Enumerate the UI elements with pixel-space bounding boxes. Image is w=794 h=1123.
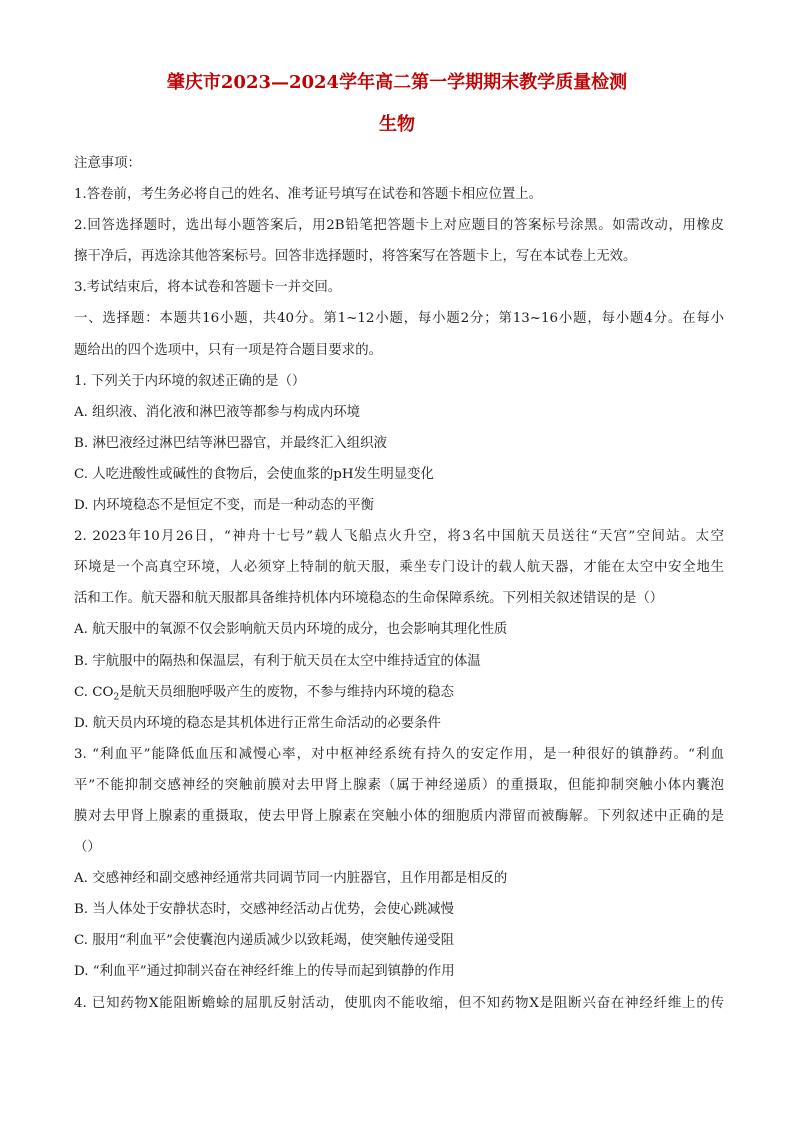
question-3-option-b: B. 当人体处于安静状态时，交感神经活动占优势，会使心跳减慢 — [74, 902, 454, 918]
question-1-option-d: D. 内环境稳态不是恒定不变，而是一种动态的平衡 — [74, 498, 374, 514]
question-3-stem-3: 膜对去甲肾上腺素的重摄取，使去甲肾上腺素在突触小体的细胞质内滞留而被酶解。下列叙述中正确的是 — [74, 808, 724, 824]
question-2-stem-3: 活和工作。航天器和航天服都具备维持机体内环境稳态的生命保障系统。下列相关叙述错误的是（） — [74, 591, 664, 607]
question-3-stem-2: 平”不能抑制交感神经的突触前膜对去甲肾上腺素（属于神经递质）的重摄取，但能抑制突触小体内囊泡 — [74, 777, 724, 793]
question-2-stem-1: 2. 2023年10月26日，“神舟十七号”载人飞船点火升空，将3名中国航天员送往“天宫”空间站。太空 — [74, 529, 724, 545]
question-1-option-b: B. 淋巴液经过淋巴结等淋巴器官，并最终汇入组织液 — [74, 435, 387, 451]
exam-body — [74, 148, 724, 1019]
notice-item-1: 1.答卷前，考生务必将自己的姓名、准考证号填写在试卷和答题卡相应位置上。 — [74, 187, 543, 203]
question-2-option-d: D. 航天员内环境的稳态是其机体进行正常生命活动的必要条件 — [74, 715, 441, 731]
question-1-stem: 1. 下列关于内环境的叙述正确的是（） — [74, 373, 306, 389]
question-3-stem-1: 3. “利血平”能降低血压和减慢心率，对中枢神经系统有持久的安定作用，是一种很好的镇静药。“利血 — [74, 746, 724, 762]
question-3-option-d: D. “利血平”通过抑制兴奋在神经纤维上的传导而起到镇静的作用 — [74, 964, 455, 980]
notice-heading: 注意事项： — [74, 156, 141, 171]
question-2-option-c-text: 是航天员细胞呼吸产生的废物，不参与维持内环境的稳态 — [119, 684, 455, 700]
section-1-heading-cont: 题给出的四个选项中，只有一项是符合题目要求的。 — [74, 342, 382, 358]
notice-item-2-cont: 擦干净后，再选涂其他答案标号。回答非选择题时，将答案写在答题卡上，写在本试卷上无效。 — [74, 249, 637, 265]
question-2-stem-2: 环境是一个高真空环境，人必须穿上特制的航天服，乘坐专门设计的载人航天器，才能在太空中安全地生 — [74, 560, 724, 576]
question-1-option-c: C. 人吃进酸性或碱性的食物后，会使血浆的pH发生明显变化 — [74, 466, 434, 482]
question-2-option-b: B. 宇航服中的隔热和保温层，有利于航天员在太空中维持适宜的体温 — [74, 653, 481, 669]
question-2-option-c-subscript: 2 — [113, 692, 120, 703]
question-3-option-a: A. 交感神经和副交感神经通常共同调节同一内脏器官，且作用都是相反的 — [74, 871, 508, 887]
question-2-option-c-prefix: C. CO — [74, 684, 114, 700]
question-2-option-a: A. 航天服中的氧源不仅会影响航天员内环境的成分，也会影响其理化性质 — [74, 622, 508, 638]
question-4-stem-1: 4. 已知药物X能阻断蟾蜍的屈肌反射活动，使肌肉不能收缩，但不知药物X是阻断兴奋在神经纤维上的传 — [74, 995, 724, 1011]
question-3-option-c: C. 服用“利血平”会使囊泡内递质减少以致耗竭，使突触传递受阻 — [74, 933, 455, 949]
exam-subject: 生物 — [379, 114, 415, 135]
section-1-heading: 一、选择题：本题共16小题，共40分。第1~12小题，每小题2分；第13~16小题，每小题4分。在每小 — [74, 311, 724, 327]
question-2-option-c — [74, 677, 724, 708]
notice-item-2: 2.回答选择题时，选出每小题答案后，用2B铅笔把答题卡上对应题目的答案标号涂黑。如需改动，用橡皮 — [74, 218, 724, 234]
exam-title: 肇庆市2023—2024学年高二第一学期期末教学质量检测 — [166, 72, 628, 93]
notice-item-3: 3.考试结束后，将本试卷和答题卡一并交回。 — [74, 280, 342, 296]
question-3-stem-4: （） — [74, 840, 101, 856]
question-1-option-a: A. 组织液、消化液和淋巴液等都参与构成内环境 — [74, 404, 360, 420]
